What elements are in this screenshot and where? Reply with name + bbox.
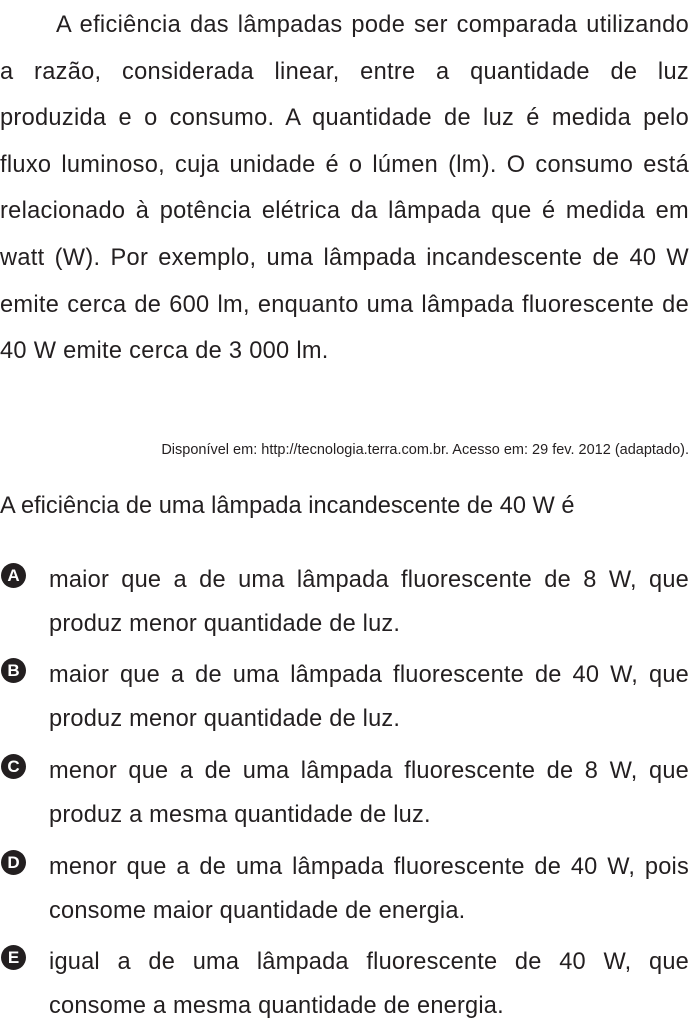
source-citation: Disponível em: http://tecnologia.terra.com.br. Acesso em: 29 fev. 2012 (adaptado). [161, 442, 689, 458]
option-e-letter-icon: E [1, 945, 26, 970]
question-stem: A eficiência de uma lâmpada incandescente de 40 W é [0, 493, 575, 519]
option-a[interactable] [0, 558, 689, 648]
option-b[interactable] [0, 653, 689, 743]
option-a-text: maior que a de uma lâmpada fluorescente de 8 W, que produz menor quantidade de luz. [49, 567, 689, 637]
option-a-letter-icon: A [1, 563, 26, 588]
option-d[interactable] [0, 845, 689, 935]
option-e-text: igual a de uma lâmpada fluorescente de 40 W, que consome a mesma quantidade de energia. [49, 949, 689, 1019]
option-c-text: menor que a de uma lâmpada fluorescente de 8 W, que produz a mesma quantidade de luz. [49, 758, 689, 828]
option-d-letter-icon: D [1, 850, 26, 875]
option-b-letter-icon: B [1, 658, 26, 683]
option-c-letter-icon: C [1, 754, 26, 779]
option-d-text: menor que a de uma lâmpada fluorescente de 40 W, pois consome maior quantidade de energia. [49, 854, 689, 924]
passage-text: A eficiência das lâmpadas pode ser comparada utilizando a razão, considerada linear, entre a quantidade de luz produzida e o consumo. A quantidade de luz é medida pelo fluxo luminoso, cuja unidade é o lúmen (lm). O consumo está relacionado à potência elétrica da lâmpada que é medida em watt (W). Por exemplo, uma lâmpada incandescente de 40 W emite cerca de 600 lm, enquanto uma lâmpada fluorescente de 40 W emite cerca de 3 000 lm. [0, 12, 689, 365]
option-b-text: maior que a de uma lâmpada fluorescente de 40 W, que produz menor quantidade de luz. [49, 662, 689, 732]
option-c[interactable] [0, 749, 689, 839]
option-e[interactable] [0, 940, 689, 1030]
